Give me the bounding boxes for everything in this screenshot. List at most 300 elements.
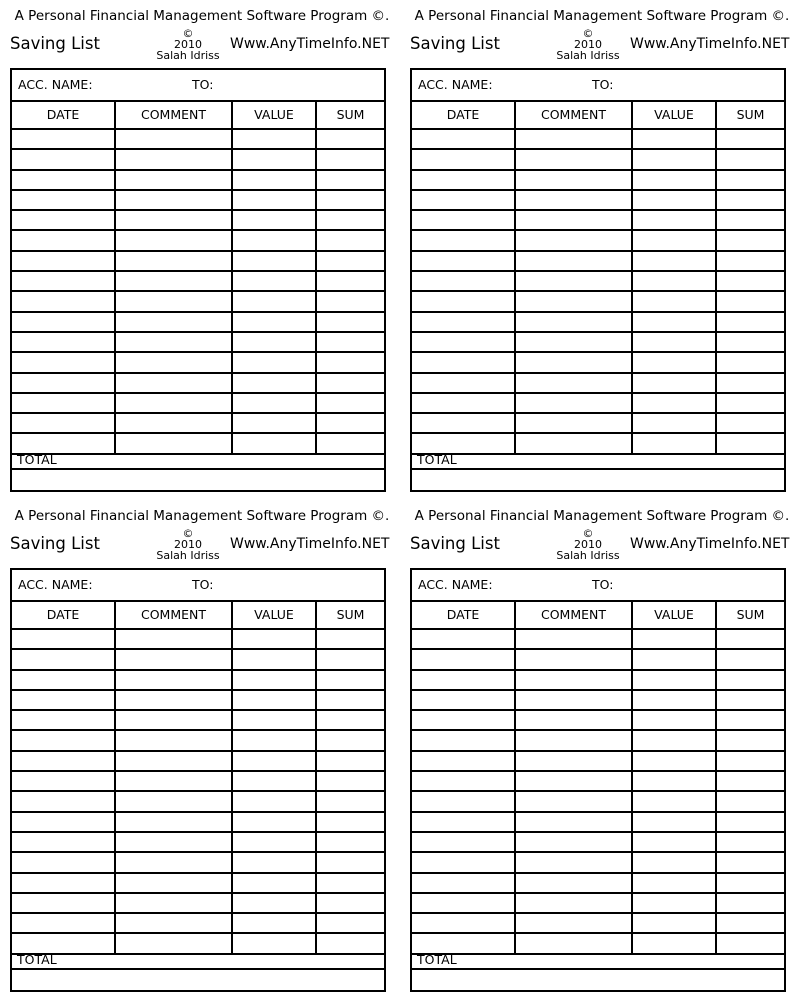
copyright-block xyxy=(548,528,628,561)
entry-cell-date[interactable] xyxy=(12,374,116,392)
entry-cell-value[interactable] xyxy=(633,671,717,689)
entry-cell-sum[interactable] xyxy=(717,211,784,229)
table-row xyxy=(12,374,384,394)
entry-cell-comment[interactable] xyxy=(116,130,233,148)
entry-cell-sum[interactable] xyxy=(317,711,384,729)
entry-cell-comment[interactable] xyxy=(516,272,633,290)
entry-cell-sum[interactable] xyxy=(317,292,384,310)
entry-cell-value[interactable] xyxy=(233,853,317,871)
entry-cell-comment[interactable] xyxy=(516,414,633,432)
entry-cell-comment[interactable] xyxy=(116,292,233,310)
column-header-date: DATE xyxy=(12,102,116,128)
entry-cell-value[interactable] xyxy=(233,711,317,729)
entry-cell-date[interactable] xyxy=(412,853,516,871)
entry-cell-date[interactable] xyxy=(412,374,516,392)
entry-cell-date[interactable] xyxy=(12,414,116,432)
entry-cell-sum[interactable] xyxy=(717,353,784,371)
entry-cell-value[interactable] xyxy=(633,691,717,709)
entry-cell-date[interactable] xyxy=(12,231,116,249)
entry-cell-date[interactable] xyxy=(12,752,116,770)
total-row xyxy=(412,450,784,470)
entry-cell-date[interactable] xyxy=(12,394,116,412)
entry-cell-value[interactable] xyxy=(233,833,317,851)
entry-cell-value[interactable] xyxy=(233,691,317,709)
copyright-year: 2010 xyxy=(174,38,202,51)
table-row xyxy=(12,292,384,312)
column-header-sum: SUM xyxy=(336,607,365,622)
table-row xyxy=(12,394,384,414)
entry-cell-value[interactable] xyxy=(633,731,717,749)
entry-cell-value[interactable] xyxy=(233,630,317,648)
entry-cell-date[interactable] xyxy=(12,171,116,189)
entry-cell-sum[interactable] xyxy=(317,914,384,932)
entry-cell-sum[interactable] xyxy=(717,813,784,831)
entry-cell-comment[interactable] xyxy=(516,894,633,912)
entry-cell-sum[interactable] xyxy=(317,333,384,351)
entry-cell-value[interactable] xyxy=(633,650,717,668)
ledger-grid xyxy=(12,102,384,455)
entry-cell-sum[interactable] xyxy=(317,813,384,831)
entry-cell-date[interactable] xyxy=(412,731,516,749)
entry-cell-value[interactable] xyxy=(233,272,317,290)
entry-cell-comment[interactable] xyxy=(516,313,633,331)
entry-cell-date[interactable] xyxy=(412,353,516,371)
entry-cell-sum[interactable] xyxy=(717,874,784,892)
entry-cell-date[interactable] xyxy=(412,191,516,209)
entry-cell-comment[interactable] xyxy=(516,374,633,392)
entry-cell-value[interactable] xyxy=(233,292,317,310)
entry-cell-value[interactable] xyxy=(633,272,717,290)
entry-cell-comment[interactable] xyxy=(116,731,233,749)
entry-cell-comment[interactable] xyxy=(116,671,233,689)
entry-cell-comment[interactable] xyxy=(116,752,233,770)
entry-cell-comment[interactable] xyxy=(516,252,633,270)
column-header-value: VALUE xyxy=(633,102,717,128)
entry-cell-comment[interactable] xyxy=(516,853,633,871)
entry-cell-value[interactable] xyxy=(233,171,317,189)
entry-cell-date[interactable] xyxy=(412,772,516,790)
column-header-comment: COMMENT xyxy=(516,102,633,128)
entry-cell-value[interactable] xyxy=(633,394,717,412)
entry-cell-value[interactable] xyxy=(633,853,717,871)
entry-cell-comment[interactable] xyxy=(516,231,633,249)
entry-cell-sum[interactable] xyxy=(717,414,784,432)
entry-cell-comment[interactable] xyxy=(516,650,633,668)
entry-cell-comment[interactable] xyxy=(116,711,233,729)
entry-cell-comment[interactable] xyxy=(116,211,233,229)
website-link[interactable]: Www.AnyTimeInfo.NET xyxy=(230,36,390,52)
entry-cell-value[interactable] xyxy=(633,353,717,371)
entry-cell-comment[interactable] xyxy=(516,874,633,892)
entry-cell-sum[interactable] xyxy=(717,313,784,331)
entry-cell-value[interactable] xyxy=(233,191,317,209)
entry-cell-date[interactable] xyxy=(12,313,116,331)
entry-cell-value[interactable] xyxy=(233,671,317,689)
entry-cell-sum[interactable] xyxy=(717,671,784,689)
entry-cell-comment[interactable] xyxy=(116,691,233,709)
entry-cell-date[interactable] xyxy=(412,914,516,932)
entry-cell-value[interactable] xyxy=(233,792,317,810)
column-header-value: VALUE xyxy=(233,602,317,628)
entry-cell-comment[interactable] xyxy=(116,191,233,209)
table-row xyxy=(12,914,384,934)
entry-cell-value[interactable] xyxy=(633,833,717,851)
entry-cell-comment[interactable] xyxy=(516,150,633,168)
entry-cell-comment[interactable] xyxy=(516,711,633,729)
entry-cell-value[interactable] xyxy=(633,252,717,270)
entry-cell-comment[interactable] xyxy=(116,813,233,831)
entry-cell-value[interactable] xyxy=(633,752,717,770)
entry-cell-value[interactable] xyxy=(633,894,717,912)
entry-cell-date[interactable] xyxy=(12,130,116,148)
table-row xyxy=(412,731,784,751)
entry-cell-date[interactable] xyxy=(12,874,116,892)
entry-cell-value[interactable] xyxy=(633,171,717,189)
entry-cell-date[interactable] xyxy=(12,833,116,851)
entry-cell-value[interactable] xyxy=(633,914,717,932)
entry-cell-date[interactable] xyxy=(412,313,516,331)
entry-cell-sum[interactable] xyxy=(317,231,384,249)
entry-cell-date[interactable] xyxy=(12,731,116,749)
entry-cell-sum[interactable] xyxy=(317,150,384,168)
entry-cell-sum[interactable] xyxy=(317,353,384,371)
entry-cell-value[interactable] xyxy=(233,414,317,432)
website-link[interactable]: Www.AnyTimeInfo.NET xyxy=(630,36,790,52)
total-value-field[interactable] xyxy=(12,970,384,988)
column-header-value: VALUE xyxy=(633,602,717,628)
entry-cell-comment[interactable] xyxy=(116,353,233,371)
entry-cell-comment[interactable] xyxy=(116,171,233,189)
table-row xyxy=(412,374,784,394)
entry-cell-date[interactable] xyxy=(12,353,116,371)
entry-cell-value[interactable] xyxy=(633,313,717,331)
entry-cell-date[interactable] xyxy=(12,191,116,209)
entry-cell-value[interactable] xyxy=(233,394,317,412)
entry-cell-sum[interactable] xyxy=(317,894,384,912)
entry-cell-comment[interactable] xyxy=(116,150,233,168)
entry-cell-sum[interactable] xyxy=(317,671,384,689)
entry-cell-comment[interactable] xyxy=(116,231,233,249)
entry-cell-sum[interactable] xyxy=(317,731,384,749)
account-row xyxy=(412,70,784,102)
entry-cell-value[interactable] xyxy=(633,792,717,810)
table-row xyxy=(412,211,784,231)
website-link[interactable]: Www.AnyTimeInfo.NET xyxy=(230,536,390,552)
entry-cell-comment[interactable] xyxy=(516,191,633,209)
entry-cell-date[interactable] xyxy=(412,130,516,148)
entry-cell-date[interactable] xyxy=(412,292,516,310)
table-row xyxy=(412,813,784,833)
entry-cell-sum[interactable] xyxy=(317,374,384,392)
entry-cell-sum[interactable] xyxy=(717,853,784,871)
copyright-block xyxy=(148,28,228,61)
entry-cell-comment[interactable] xyxy=(516,333,633,351)
entry-cell-date[interactable] xyxy=(412,150,516,168)
entry-cell-value[interactable] xyxy=(633,292,717,310)
entry-cell-date[interactable] xyxy=(412,691,516,709)
entry-cell-sum[interactable] xyxy=(317,130,384,148)
entry-cell-date[interactable] xyxy=(12,914,116,932)
entry-cell-sum[interactable] xyxy=(717,772,784,790)
entry-cell-value[interactable] xyxy=(633,211,717,229)
entry-cell-date[interactable] xyxy=(412,671,516,689)
entry-cell-date[interactable] xyxy=(12,691,116,709)
entry-cell-date[interactable] xyxy=(12,813,116,831)
entry-cell-comment[interactable] xyxy=(516,171,633,189)
table-row xyxy=(412,292,784,312)
entry-cell-date[interactable] xyxy=(412,171,516,189)
entry-cell-date[interactable] xyxy=(12,711,116,729)
entry-cell-comment[interactable] xyxy=(116,630,233,648)
entry-cell-sum[interactable] xyxy=(317,853,384,871)
entry-cell-comment[interactable] xyxy=(516,731,633,749)
entry-cell-sum[interactable] xyxy=(717,833,784,851)
entry-cell-comment[interactable] xyxy=(116,272,233,290)
entry-cell-date[interactable] xyxy=(412,231,516,249)
acc-name-label: ACC. NAME: xyxy=(18,577,93,592)
entry-cell-sum[interactable] xyxy=(717,711,784,729)
entry-cell-sum[interactable] xyxy=(717,171,784,189)
entry-cell-value[interactable] xyxy=(233,894,317,912)
entry-cell-sum[interactable] xyxy=(717,691,784,709)
entry-cell-comment[interactable] xyxy=(116,894,233,912)
entry-cell-date[interactable] xyxy=(412,894,516,912)
total-row xyxy=(12,950,384,970)
entry-cell-value[interactable] xyxy=(233,374,317,392)
entry-cell-value[interactable] xyxy=(633,630,717,648)
copyright-icon: © xyxy=(182,527,194,540)
table-row xyxy=(12,333,384,353)
entry-cell-comment[interactable] xyxy=(516,792,633,810)
entry-cell-comment[interactable] xyxy=(516,813,633,831)
account-row xyxy=(412,570,784,602)
entry-cell-sum[interactable] xyxy=(717,333,784,351)
entry-cell-date[interactable] xyxy=(412,394,516,412)
entry-cell-date[interactable] xyxy=(12,150,116,168)
entry-cell-date[interactable] xyxy=(12,894,116,912)
page-title: Saving List xyxy=(410,534,500,553)
entry-cell-date[interactable] xyxy=(412,252,516,270)
entry-cell-comment[interactable] xyxy=(116,374,233,392)
entry-cell-sum[interactable] xyxy=(317,752,384,770)
entry-cell-comment[interactable] xyxy=(516,211,633,229)
entry-cell-sum[interactable] xyxy=(317,313,384,331)
entry-cell-sum[interactable] xyxy=(317,833,384,851)
entry-cell-value[interactable] xyxy=(633,150,717,168)
entry-cell-sum[interactable] xyxy=(317,211,384,229)
entry-cell-value[interactable] xyxy=(633,231,717,249)
entry-cell-sum[interactable] xyxy=(717,130,784,148)
entry-cell-sum[interactable] xyxy=(317,191,384,209)
column-header-date: DATE xyxy=(412,602,516,628)
entry-cell-value[interactable] xyxy=(633,414,717,432)
ledger-table xyxy=(10,68,386,492)
entry-cell-date[interactable] xyxy=(412,272,516,290)
entry-cell-value[interactable] xyxy=(233,752,317,770)
entry-cell-sum[interactable] xyxy=(717,731,784,749)
entry-cell-date[interactable] xyxy=(412,752,516,770)
entry-cell-comment[interactable] xyxy=(116,914,233,932)
column-header-row xyxy=(12,102,384,130)
program-header: A Personal Financial Management Software Program ©. xyxy=(14,8,390,24)
entry-cell-sum[interactable] xyxy=(317,171,384,189)
entry-cell-date[interactable] xyxy=(412,333,516,351)
total-row xyxy=(12,450,384,470)
entry-cell-sum[interactable] xyxy=(717,630,784,648)
entry-cell-sum[interactable] xyxy=(317,630,384,648)
entry-cell-sum[interactable] xyxy=(717,191,784,209)
table-row xyxy=(412,874,784,894)
entry-cell-value[interactable] xyxy=(633,130,717,148)
entry-cell-date[interactable] xyxy=(12,671,116,689)
entry-cell-date[interactable] xyxy=(412,813,516,831)
entry-cell-value[interactable] xyxy=(233,333,317,351)
entry-cell-sum[interactable] xyxy=(717,792,784,810)
column-header-row xyxy=(412,602,784,630)
entry-cell-date[interactable] xyxy=(412,833,516,851)
entry-cell-comment[interactable] xyxy=(116,833,233,851)
entry-cell-sum[interactable] xyxy=(717,292,784,310)
entry-cell-date[interactable] xyxy=(12,333,116,351)
entry-cell-date[interactable] xyxy=(412,630,516,648)
column-header-sum: SUM xyxy=(736,107,765,122)
entry-cell-comment[interactable] xyxy=(116,853,233,871)
entry-cell-comment[interactable] xyxy=(116,792,233,810)
entry-cell-sum[interactable] xyxy=(317,414,384,432)
entry-cell-value[interactable] xyxy=(233,313,317,331)
entry-cell-value[interactable] xyxy=(233,731,317,749)
table-row xyxy=(412,414,784,434)
entry-cell-comment[interactable] xyxy=(116,874,233,892)
table-row xyxy=(12,650,384,670)
entry-cell-comment[interactable] xyxy=(116,650,233,668)
entry-cell-comment[interactable] xyxy=(516,772,633,790)
table-row xyxy=(12,874,384,894)
entry-cell-sum[interactable] xyxy=(717,650,784,668)
entry-cell-sum[interactable] xyxy=(717,374,784,392)
entry-cell-sum[interactable] xyxy=(317,691,384,709)
entry-cell-date[interactable] xyxy=(12,272,116,290)
table-row xyxy=(412,150,784,170)
table-row xyxy=(412,671,784,691)
entry-cell-comment[interactable] xyxy=(516,671,633,689)
entry-cell-comment[interactable] xyxy=(116,414,233,432)
entry-cell-date[interactable] xyxy=(412,792,516,810)
total-value-field[interactable] xyxy=(412,970,784,988)
entry-cell-date[interactable] xyxy=(12,292,116,310)
entry-cell-value[interactable] xyxy=(233,252,317,270)
column-header-row xyxy=(412,102,784,130)
entry-cell-value[interactable] xyxy=(633,191,717,209)
entry-cell-value[interactable] xyxy=(233,231,317,249)
entry-cell-value[interactable] xyxy=(633,374,717,392)
website-link[interactable]: Www.AnyTimeInfo.NET xyxy=(630,536,790,552)
entry-cell-sum[interactable] xyxy=(717,752,784,770)
entry-cell-comment[interactable] xyxy=(516,914,633,932)
entry-cell-value[interactable] xyxy=(633,772,717,790)
entry-cell-date[interactable] xyxy=(12,630,116,648)
entry-cell-value[interactable] xyxy=(633,711,717,729)
entry-cell-comment[interactable] xyxy=(116,252,233,270)
entry-cell-sum[interactable] xyxy=(717,231,784,249)
entry-cell-value[interactable] xyxy=(233,914,317,932)
entry-cell-comment[interactable] xyxy=(516,394,633,412)
entry-cell-date[interactable] xyxy=(412,874,516,892)
entry-cell-date[interactable] xyxy=(412,211,516,229)
entry-cell-date[interactable] xyxy=(12,211,116,229)
entry-cell-value[interactable] xyxy=(233,772,317,790)
entry-cell-sum[interactable] xyxy=(717,272,784,290)
table-row xyxy=(412,171,784,191)
entry-cell-value[interactable] xyxy=(633,813,717,831)
entry-cell-sum[interactable] xyxy=(717,150,784,168)
entry-cell-comment[interactable] xyxy=(116,333,233,351)
table-row xyxy=(412,853,784,873)
entry-cell-date[interactable] xyxy=(12,772,116,790)
entry-cell-comment[interactable] xyxy=(116,394,233,412)
entry-cell-date[interactable] xyxy=(12,853,116,871)
ledger-table xyxy=(410,68,786,492)
column-header-comment: COMMENT xyxy=(516,602,633,628)
to-label: TO: xyxy=(192,577,214,592)
entry-cell-sum[interactable] xyxy=(317,252,384,270)
entry-cell-date[interactable] xyxy=(412,414,516,432)
entry-cell-comment[interactable] xyxy=(516,833,633,851)
entry-cell-sum[interactable] xyxy=(717,894,784,912)
entry-cell-comment[interactable] xyxy=(516,630,633,648)
entry-cell-sum[interactable] xyxy=(717,252,784,270)
table-row xyxy=(12,353,384,373)
entry-cell-sum[interactable] xyxy=(317,650,384,668)
entry-cell-sum[interactable] xyxy=(317,272,384,290)
entry-cell-comment[interactable] xyxy=(516,130,633,148)
program-header: A Personal Financial Management Software Program ©. xyxy=(14,508,390,524)
entry-cell-comment[interactable] xyxy=(516,292,633,310)
entry-cell-comment[interactable] xyxy=(116,772,233,790)
entry-cell-sum[interactable] xyxy=(317,772,384,790)
entry-cell-comment[interactable] xyxy=(116,313,233,331)
entry-cell-value[interactable] xyxy=(233,211,317,229)
table-row xyxy=(412,833,784,853)
entry-cell-sum[interactable] xyxy=(317,394,384,412)
entry-cell-value[interactable] xyxy=(633,333,717,351)
entry-cell-comment[interactable] xyxy=(516,691,633,709)
entry-cell-date[interactable] xyxy=(12,792,116,810)
entry-cell-date[interactable] xyxy=(412,711,516,729)
entry-cell-value[interactable] xyxy=(233,353,317,371)
entry-cell-value[interactable] xyxy=(233,650,317,668)
table-row xyxy=(12,191,384,211)
entry-cell-value[interactable] xyxy=(233,874,317,892)
entry-cell-value[interactable] xyxy=(233,813,317,831)
entry-cell-sum[interactable] xyxy=(717,394,784,412)
entry-cell-sum[interactable] xyxy=(317,792,384,810)
entry-cell-comment[interactable] xyxy=(516,752,633,770)
entry-cell-value[interactable] xyxy=(233,150,317,168)
entry-cell-comment[interactable] xyxy=(516,353,633,371)
table-row xyxy=(12,772,384,792)
entry-cell-date[interactable] xyxy=(12,252,116,270)
entry-cell-value[interactable] xyxy=(233,130,317,148)
entry-cell-date[interactable] xyxy=(12,650,116,668)
entry-cell-sum[interactable] xyxy=(317,874,384,892)
entry-cell-value[interactable] xyxy=(633,874,717,892)
entry-cell-date[interactable] xyxy=(412,650,516,668)
total-value-field[interactable] xyxy=(12,470,384,488)
entry-cell-sum[interactable] xyxy=(717,914,784,932)
account-row xyxy=(12,70,384,102)
total-value-field[interactable] xyxy=(412,470,784,488)
